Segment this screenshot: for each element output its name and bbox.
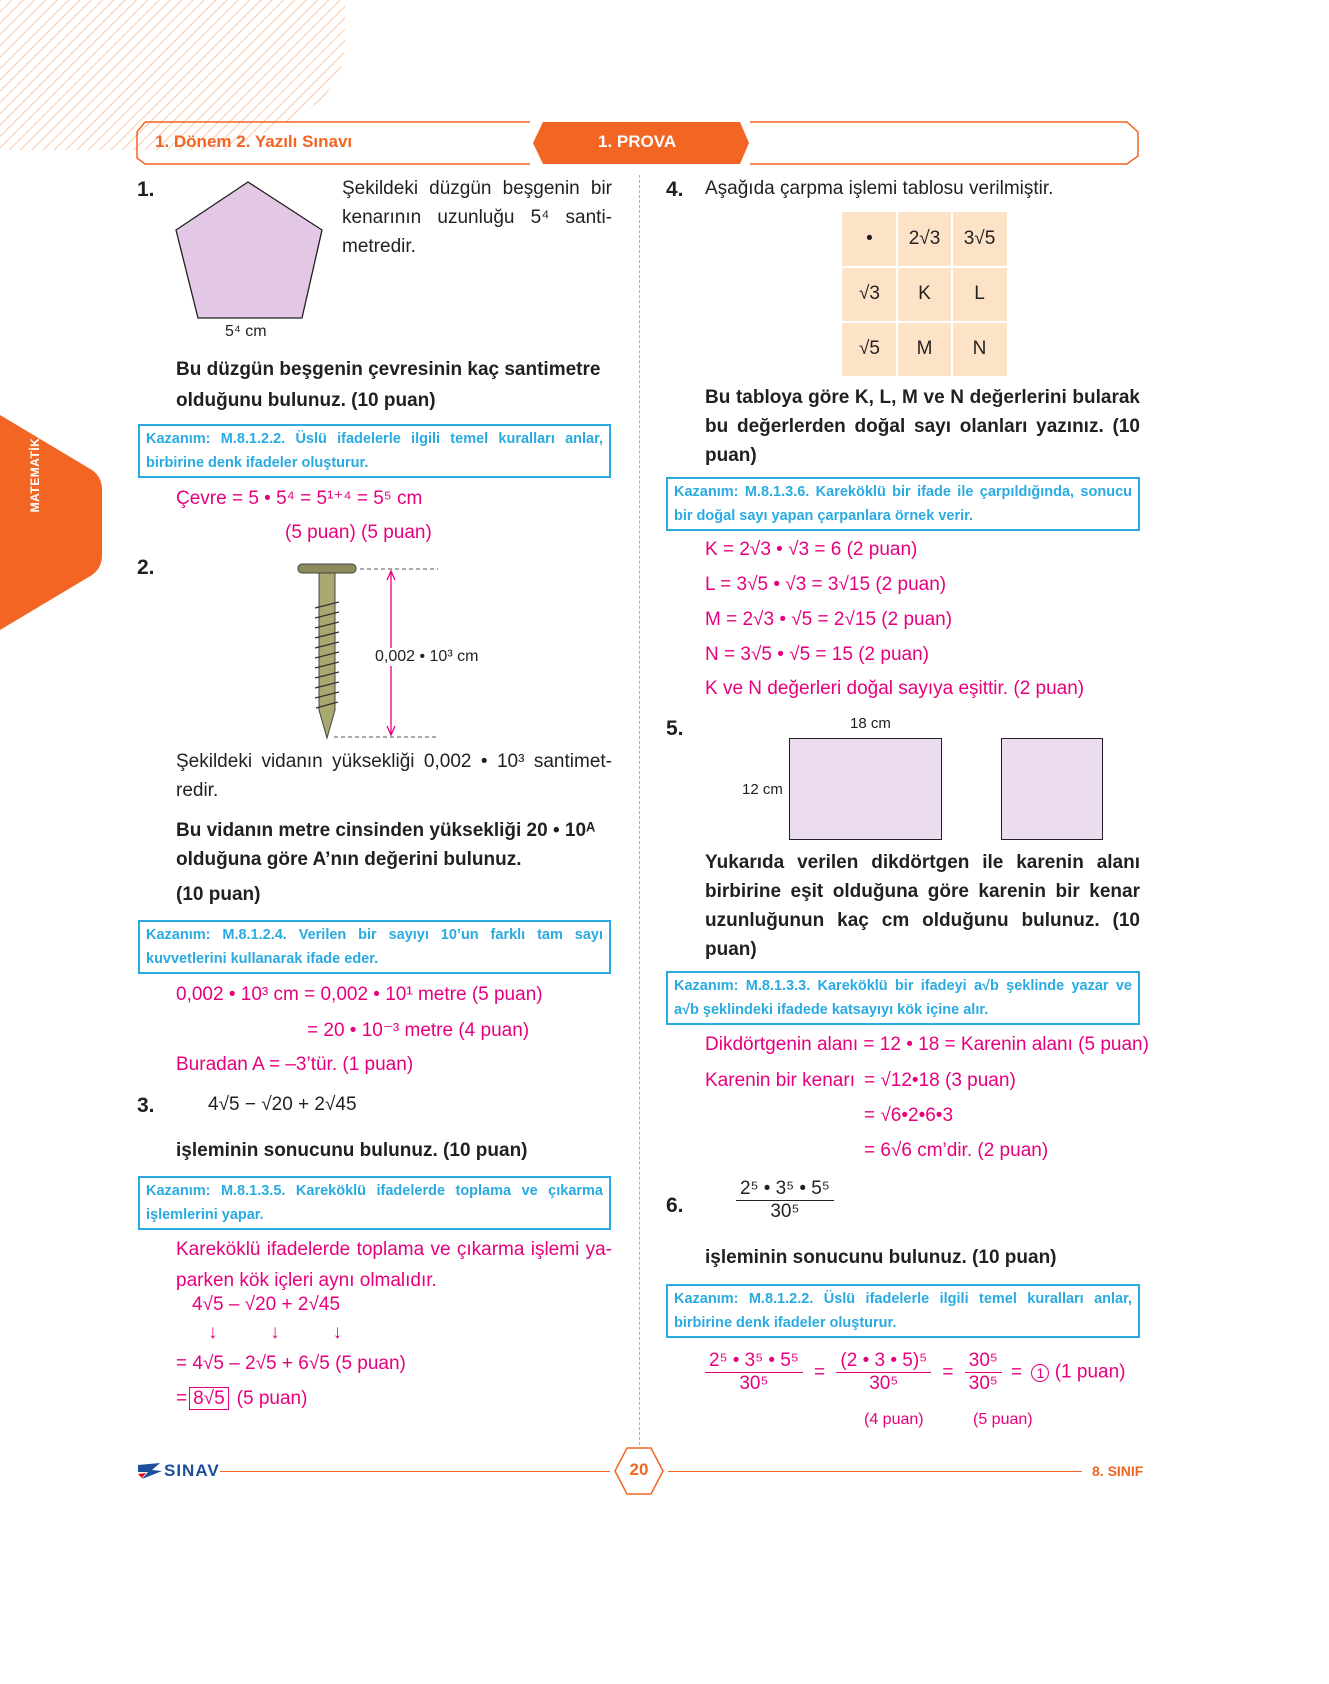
q2-solution-2: = 20 • 10⁻³ metre (4 puan): [307, 1020, 530, 1041]
q4-conclusion: K ve N değerleri doğal sayıya eşittir. (2 puan): [705, 678, 1085, 699]
q1-question: Bu düzgün beşgenin çevresinin kaç santimetre olduğunu bulunuz. (10 puan): [176, 359, 601, 411]
table-cell: •: [842, 212, 897, 266]
rect-height-label: 12 cm: [742, 781, 783, 798]
column-divider: [639, 175, 640, 1445]
q3-result-points: (5 puan): [236, 1388, 308, 1409]
q6-sol-denominator-3: 30⁵: [968, 1373, 998, 1394]
q6-sol-numerator-2: (2 • 3 • 5)⁵: [836, 1350, 931, 1373]
square-figure: [1001, 738, 1103, 840]
q3-arrows: ↓ ↓ ↓: [208, 1322, 343, 1343]
q3-kazanim: Kazanım: M.8.1.3.5. Kareköklü ifadelerde toplama ve çıkarma işlemlerini yapar.: [138, 1176, 611, 1230]
q3-solution-text: Kareköklü ifadelerde toplama ve çıkarma işlemi yaparken kök içleri aynı olmalıdır.: [176, 1239, 612, 1291]
q6-numerator: 2⁵ • 3⁵ • 5⁵: [736, 1178, 834, 1201]
pentagon-figure: [170, 178, 330, 323]
q5-kazanim: Kazanım: M.8.1.3.3. Kareköklü bir ifadeyi a√b şeklinde yazar ve a√b şeklindeki ifadede katsayıyı kök içine alır.: [666, 971, 1140, 1025]
q6-sol-denominator-1: 30⁵: [739, 1373, 769, 1394]
q6-kazanim: Kazanım: M.8.1.2.2. Üslü ifadelerle ilgili temel kuralları anlar, birbirine denk ifadeler oluşturur.: [666, 1284, 1140, 1338]
multiplication-table: [842, 212, 1007, 376]
q4-solution-m: M = 2√3 • √5 = 2√15 (2 puan): [705, 609, 953, 630]
footer-line-right: [668, 1471, 1082, 1472]
q5-solution-1: Dikdörtgenin alanı = 12 • 18 = Karenin alanı (5 puan): [705, 1034, 1149, 1055]
q6-sol-numerator-1: 2⁵ • 3⁵ • 5⁵: [705, 1350, 803, 1373]
prova-label: 1. PROVA: [598, 132, 677, 151]
table-cell: 2√3: [897, 212, 952, 266]
q3-solution-line-3: = 8√5 (5 puan): [176, 1388, 308, 1409]
q5-number: 5.: [666, 717, 684, 740]
q4-solution-k: K = 2√3 • √3 = 6 (2 puan): [705, 539, 918, 560]
q6-denominator: 30⁵: [770, 1201, 800, 1222]
q4-kazanim: Kazanım: M.8.1.3.6. Kareköklü bir ifade ile çarpıldığında, sonucu bir doğal sayı yapan çarpanlara örnek verir.: [666, 477, 1140, 531]
q6-points-2: (4 puan): [864, 1411, 924, 1428]
q1-solution-1: Çevre = 5 • 5⁴ = 5¹⁺⁴ = 5⁵ cm: [176, 488, 423, 509]
pentagon-side-label: 5⁴ cm: [225, 323, 267, 340]
q4-question: Bu tabloya göre K, L, M ve N değerlerini bularak bu değerlerden doğal sayı olanları yazınız. (10 puan): [705, 387, 1140, 466]
exam-title: 1. Dönem 2. Yazılı Sınavı: [155, 132, 353, 151]
q5-solution-3: = √6•2•6•3: [864, 1105, 954, 1126]
q3-number: 3.: [137, 1094, 155, 1117]
rectangle-figure: [789, 738, 942, 840]
q2-solution-1: 0,002 • 10³ cm = 0,002 • 10¹ metre (5 puan): [176, 984, 543, 1005]
q6-sol-numerator-3: 30⁵: [965, 1350, 1002, 1373]
table-cell: M: [897, 322, 952, 376]
table-cell: N: [952, 322, 1007, 376]
rect-width-label: 18 cm: [850, 715, 891, 732]
q2-points: (10 puan): [176, 884, 261, 905]
grade-label: 8. SINIF: [1092, 1463, 1144, 1479]
table-cell: √5: [842, 322, 897, 376]
q6-result-points: (1 puan): [1054, 1361, 1126, 1383]
table-cell: 3√5: [952, 212, 1007, 266]
q5-question: Yukarıda verilen dikdörtgen ile karenin alanı birbirine eşit olduğuna göre karenin bir kenar uzunluğunun kaç cm olduğunu bulunuz. (10 puan): [705, 852, 1140, 960]
q1-text: Şekildeki düzgün beşgenin bir kenarının uzunluğu 5⁴ santimetredir.: [342, 178, 612, 257]
q2-question: Bu vidanın metre cinsinden yüksekliği 20 • 10ᴬ olduğuna göre A’nın değerini bulunuz.: [176, 820, 596, 870]
q2-number: 2.: [137, 556, 155, 579]
q1-kazanim: Kazanım: M.8.1.2.2. Üslü ifadelerle ilgili temel kuralları anlar, birbirine denk ifadeler oluşturur.: [138, 424, 611, 478]
q6-result: 1: [1031, 1364, 1049, 1382]
q5-solution-2: = √12•18 (3 puan): [864, 1070, 1016, 1091]
q5-solution-4: = 6√6 cm’dir. (2 puan): [864, 1140, 1049, 1161]
q6-sol-denominator-2: 30⁵: [869, 1373, 899, 1394]
q4-number: 4.: [666, 178, 684, 201]
q4-text: Aşağıda çarpma işlemi tablosu verilmiştir.: [705, 178, 1054, 199]
q1-solution-2: (5 puan) (5 puan): [285, 522, 432, 543]
q4-solution-l: L = 3√5 • √3 = 3√15 (2 puan): [705, 574, 947, 595]
q1-number: 1.: [137, 178, 155, 201]
q6-fraction: [736, 1178, 834, 1223]
table-cell: K: [897, 267, 952, 321]
q3-result-box: 8√5: [189, 1387, 229, 1410]
q3-solution-line-2: = 4√5 – 2√5 + 6√5 (5 puan): [176, 1353, 406, 1374]
side-tab-label: MATEMATİK: [28, 437, 42, 513]
table-cell: L: [952, 267, 1007, 321]
q2-text: Şekildeki vidanın yüksekliği 0,002 • 10³ santimetredir.: [176, 751, 612, 801]
q4-solution-n: N = 3√5 • √5 = 15 (2 puan): [705, 644, 929, 665]
q6-solution: $\frac{\text{2⁵ • 3⁵ • 5⁵}}{\text{30⁵}}$ = $\frac{\text{(2 • 3 • 5)⁵}}{\text{30⁵}}$ = $\frac{\text{30⁵}}{\text{30⁵}}$ = 1 (1 puan): [705, 1350, 1126, 1395]
footer-line-left: [220, 1471, 610, 1472]
q6-question: işleminin sonucunu bulunuz. (10 puan): [705, 1247, 1057, 1268]
q6-points-3: (5 puan): [973, 1411, 1033, 1428]
q3-expression: 4√5 − √20 + 2√45: [208, 1094, 357, 1115]
side-tab: [0, 415, 105, 630]
screw-height-label: 0,002 • 10³ cm: [375, 648, 479, 665]
sinav-logo-icon: [136, 1461, 164, 1481]
q5-solution-2-label: Karenin bir kenarı: [705, 1070, 855, 1091]
q3-solution-line-1: 4√5 – √20 + 2√45: [192, 1294, 341, 1315]
sinav-logo-text: SINAV: [164, 1461, 220, 1480]
q2-kazanim: Kazanım: M.8.1.2.4. Verilen bir sayıyı 10’un farklı tam sayı kuvvetlerini kullanarak ifade eder.: [138, 920, 611, 974]
q3-question: işleminin sonucunu bulunuz. (10 puan): [176, 1140, 528, 1161]
page-number: 20: [629, 1460, 649, 1479]
q2-solution-3: Buradan A = –3’tür. (1 puan): [176, 1054, 414, 1075]
q6-number: 6.: [666, 1194, 684, 1217]
table-cell: √3: [842, 267, 897, 321]
